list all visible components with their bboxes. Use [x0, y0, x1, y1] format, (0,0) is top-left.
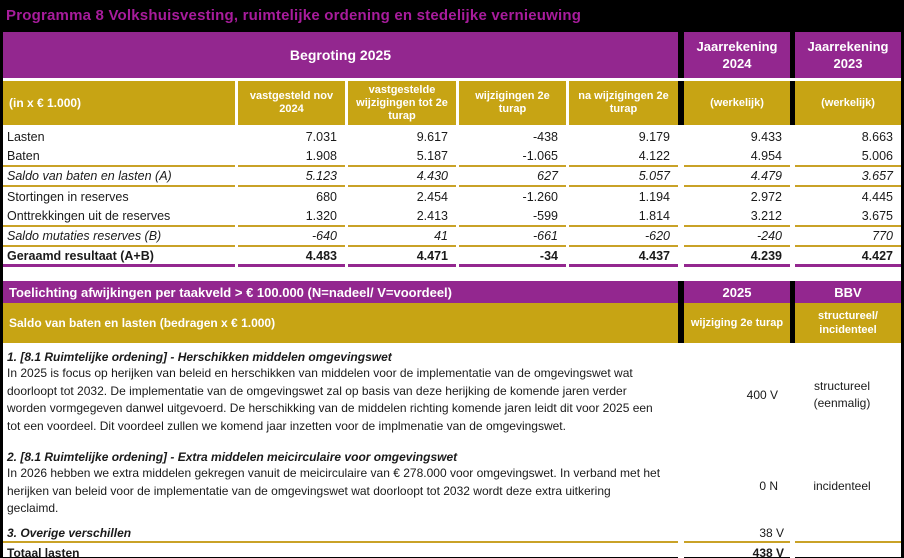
- item-amount: 0 N: [759, 479, 778, 493]
- budget-table-body: [3, 125, 901, 267]
- item-bbv: [789, 449, 895, 523]
- cell-value: 3.657: [795, 167, 901, 187]
- item-title: 1. [8.1 Ruimtelijke ordening] - Herschikken middelen omgevingswet: [7, 350, 392, 364]
- toelichting-subheader-2025: [684, 303, 790, 343]
- item-bbv-line2: (eenmalig): [813, 396, 871, 410]
- cell-value: 770: [795, 227, 901, 247]
- toelichting-subheader-row: [3, 303, 901, 343]
- total-label: Totaal lasten: [3, 545, 678, 558]
- cell-value: 4.471: [348, 247, 456, 267]
- total-row: [3, 545, 901, 558]
- cell-value: 4.483: [238, 247, 345, 267]
- row-label: Geraamd resultaat (A+B): [3, 247, 235, 267]
- cell-value: -240: [684, 227, 790, 247]
- cell-value: -1.065: [459, 147, 566, 167]
- cell-value: 4.479: [684, 167, 790, 187]
- item-text: [3, 349, 678, 441]
- cell-value: -34: [459, 247, 566, 267]
- subheader-bbv-line1: structureel/: [818, 310, 878, 322]
- cell-value: -438: [532, 130, 558, 144]
- cell-value: 4.437: [569, 247, 678, 267]
- row-label: Lasten: [7, 130, 45, 144]
- column-header-werkelijk-2023: (werkelijk): [795, 81, 901, 125]
- column-header-row: [3, 81, 901, 125]
- item-amount: 38 V: [684, 525, 790, 543]
- cell-value: -661: [459, 227, 566, 247]
- cell-value: 4.430: [348, 167, 456, 187]
- toelichting-header-row: [3, 281, 901, 303]
- report-content: [3, 32, 901, 557]
- item-bbv-empty: [795, 525, 901, 543]
- cell-value: 5.057: [569, 167, 678, 187]
- cell-value: 1.320: [238, 207, 345, 227]
- cell-value: 7.031: [305, 130, 337, 144]
- column-header-wijzigingen-2e-turap: wijzigingen 2e turap: [459, 81, 566, 125]
- cell-value: 5.123: [238, 167, 345, 187]
- cell-value: -620: [569, 227, 678, 247]
- item-bbv: [789, 349, 895, 441]
- cell-value: 3.675: [795, 207, 901, 227]
- table-row-geraamd-resultaat: [3, 247, 901, 267]
- group-header-row: [3, 32, 901, 78]
- cell-value: 5.006: [795, 147, 901, 167]
- toelichting-subheader-bbv: [795, 303, 901, 343]
- cell-value: 8.663: [861, 130, 893, 144]
- table-row-saldo-baten-lasten: [3, 167, 901, 187]
- item-paragraph: In 2025 is focus op herijken van beleid en herschikken van middelen voor de implementatie van de omgevingswet wat doorloopt tot 2032. De implementatie van de omgevingswet zal op basis van deze herijking de komende jaren verder worden vormgegeven danwel uitgevoerd. De herschikking van de middelen richting komende jaren leidt dit voor 2025 een tot een voordeel. Dit voordeel zullen we komend jaar inzetten voor de implmenatie van de omgevingswet.: [7, 366, 653, 433]
- table-row-onttrekkingen: [3, 207, 901, 227]
- column-header-vastgestelde-wijzigingen: vastgestelde wijzigingen tot 2e turap: [348, 81, 456, 125]
- page-title: Programma 8 Volkshuisvesting, ruimtelijke ordening en stedelijke vernieuwing: [6, 6, 582, 24]
- group-header-jaarrekening-2023: Jaarrekening 2023: [795, 32, 901, 78]
- cell-value: 4.445: [861, 190, 893, 204]
- item-title: 3. Overige verschillen: [3, 525, 678, 543]
- program-title-bar: [0, 0, 904, 30]
- cell-value: 9.179: [638, 130, 670, 144]
- table-row-stortingen: [3, 187, 901, 207]
- cell-value: 1.194: [638, 190, 670, 204]
- cell-value: 1.814: [569, 207, 678, 227]
- table-row-lasten: [3, 127, 901, 147]
- toelichting-body: [3, 343, 901, 558]
- table-row-baten: [3, 147, 901, 167]
- toelichting-item-3: [3, 525, 901, 543]
- cell-value: 41: [348, 227, 456, 247]
- toelichting-item-2: [3, 449, 901, 523]
- group-header-jaarrekening-2024: Jaarrekening 2024: [684, 32, 790, 78]
- cell-value: 3.212: [684, 207, 790, 227]
- row-label: Stortingen in reserves: [7, 190, 129, 204]
- cell-value: 4.954: [684, 147, 790, 167]
- cell-value: 9.433: [750, 130, 782, 144]
- item-bbv-line1: incidenteel: [813, 478, 871, 493]
- cell-value: 2.972: [750, 190, 782, 204]
- column-header-units: (in x € 1.000): [3, 81, 235, 125]
- total-amount: 438 V: [684, 545, 790, 558]
- toelichting-header-2025: 2025: [684, 281, 790, 303]
- row-label: Baten: [3, 147, 235, 167]
- cell-value: 4.427: [795, 247, 901, 267]
- cell-value: 4.239: [684, 247, 790, 267]
- item-amount: 400 V: [746, 388, 778, 402]
- item-title: 2. [8.1 Ruimtelijke ordening] - Extra middelen meicirculaire voor omgevingswet: [7, 450, 458, 464]
- group-header-begroting-2025: Begroting 2025: [3, 32, 678, 78]
- cell-value: -640: [238, 227, 345, 247]
- toelichting-subheader: Saldo van baten en lasten (bedragen x € 1.000): [3, 303, 678, 343]
- cell-value: 5.187: [348, 147, 456, 167]
- cell-value: -599: [459, 207, 566, 227]
- subheader-wijziging-label: wijziging 2e turap: [690, 317, 784, 329]
- subheader-bbv-line2: incidenteel: [819, 324, 877, 336]
- table-row-saldo-mutaties: [3, 227, 901, 247]
- item-bbv-line1: structureel: [813, 379, 871, 393]
- column-header-na-wijzigingen: na wijzigingen 2e turap: [569, 81, 678, 125]
- column-header-vastgesteld: vastgesteld nov 2024: [238, 81, 345, 125]
- item-text: [3, 449, 678, 523]
- cell-value: 9.617: [416, 130, 448, 144]
- cell-value: 627: [459, 167, 566, 187]
- cell-value: 2.413: [348, 207, 456, 227]
- row-label: Onttrekkingen uit de reserves: [3, 207, 235, 227]
- toelichting-header-bbv: BBV: [795, 281, 901, 303]
- cell-value: 2.454: [416, 190, 448, 204]
- total-bbv-empty: [795, 545, 901, 558]
- cell-value: 4.122: [569, 147, 678, 167]
- cell-value: -1.260: [522, 190, 558, 204]
- cell-value: 680: [316, 190, 337, 204]
- column-header-werkelijk-2024: (werkelijk): [684, 81, 790, 125]
- cell-value: 1.908: [238, 147, 345, 167]
- toelichting-header: Toelichting afwijkingen per taakveld > € 100.000 (N=nadeel/ V=voordeel): [3, 281, 678, 303]
- toelichting-item-1: [3, 349, 901, 441]
- row-label: Saldo van baten en lasten (A): [3, 167, 235, 187]
- row-label: Saldo mutaties reserves (B): [3, 227, 235, 247]
- item-paragraph: In 2026 hebben we extra middelen gekregen vanuit de meicirculaire van € 278.000 voor omgevingswet. In verband met het herijken van beleid voor de implementatie van de omgevingswet wat doorloopt tot 2032 wordt deze extra uitkering geclaimd.: [7, 466, 661, 515]
